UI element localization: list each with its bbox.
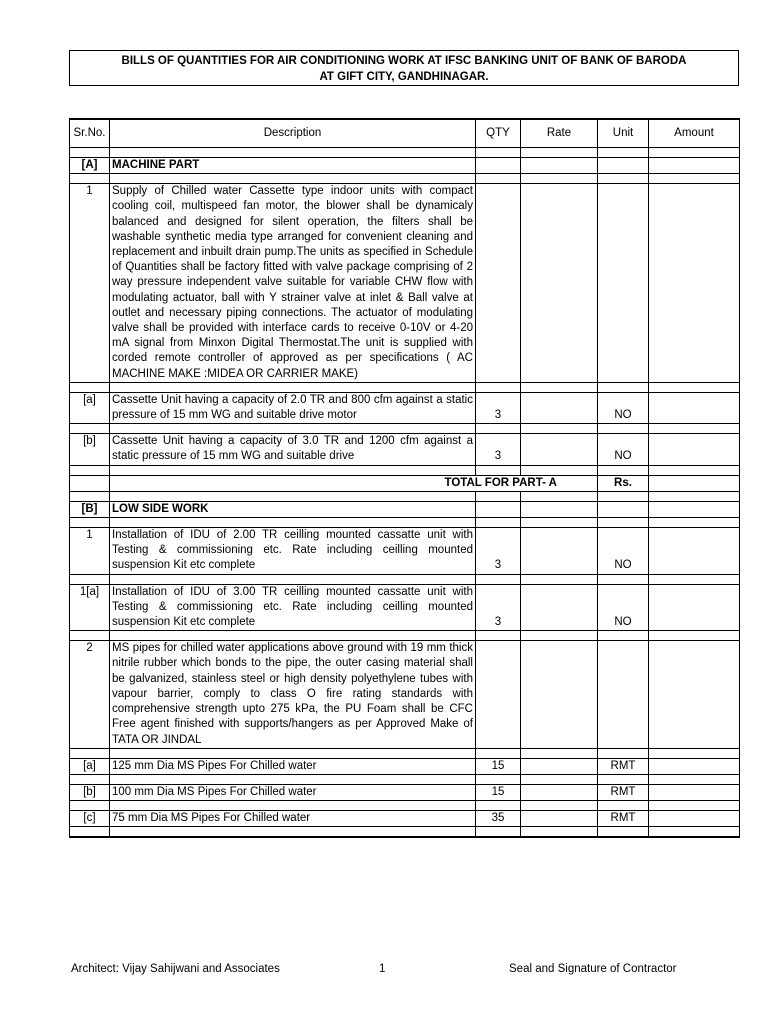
item-unit: RMT	[598, 784, 649, 800]
item-qty: 3	[476, 528, 521, 575]
item-qty: 35	[476, 811, 521, 827]
total-label: TOTAL FOR PART- A	[110, 475, 598, 491]
item-description: Installation of IDU of 3.00 TR ceilling mounted cassatte unit with Testing & commissioning etc. Rate including ceilling mounted suspension Kit etc complete	[110, 584, 476, 631]
title-line-2: AT GIFT CITY, GANDHINAGAR.	[319, 71, 489, 83]
item-sr: [a]	[70, 758, 110, 774]
document-title	[69, 50, 739, 86]
item-sr: 1	[70, 184, 110, 383]
item-sr: [c]	[70, 811, 110, 827]
header-srno: Sr.No.	[70, 119, 110, 148]
item-description: 75 mm Dia MS Pipes For Chilled water	[110, 811, 476, 827]
item-description: 125 mm Dia MS Pipes For Chilled water	[110, 758, 476, 774]
header-description: Description	[110, 119, 476, 148]
item-unit: RMT	[598, 758, 649, 774]
header-rate: Rate	[521, 119, 598, 148]
table-row	[70, 528, 740, 575]
header-unit: Unit	[598, 119, 649, 148]
table-header-row	[70, 119, 740, 148]
item-qty: 15	[476, 758, 521, 774]
bill-of-quantities-table	[69, 118, 740, 838]
total-row-part-a	[70, 475, 740, 491]
item-sr: 1[a]	[70, 584, 110, 631]
item-qty: 15	[476, 784, 521, 800]
item-description: Cassette Unit having a capacity of 3.0 TR and 1200 cfm against a static pressure of 15 mm WG and suitable drive	[110, 434, 476, 465]
item-unit: RMT	[598, 811, 649, 827]
item-description: Cassette Unit having a capacity of 2.0 TR and 800 cfm against a static pressure of 15 mm WG and suitable drive motor	[110, 392, 476, 423]
item-unit: NO	[598, 528, 649, 575]
table-row	[70, 641, 740, 748]
item-description: 100 mm Dia MS Pipes For Chilled water	[110, 784, 476, 800]
footer-architect: Architect: Vijay Sahijwani and Associates	[71, 963, 280, 975]
table-row	[70, 392, 740, 423]
title-line-1: BILLS OF QUANTITIES FOR AIR CONDITIONING WORK AT IFSC BANKING UNIT OF BANK OF BARODA	[121, 55, 687, 67]
table-row	[70, 434, 740, 465]
part-a-title: MACHINE PART	[110, 158, 476, 174]
table-row	[70, 184, 740, 383]
item-unit: NO	[598, 584, 649, 631]
item-qty: 3	[476, 434, 521, 465]
item-sr: [a]	[70, 392, 110, 423]
footer-seal-signature: Seal and Signature of Contractor	[509, 963, 677, 975]
table-row	[70, 811, 740, 827]
header-qty: QTY	[476, 119, 521, 148]
table-row	[70, 584, 740, 631]
section-row-part-a	[70, 158, 740, 174]
item-sr: 2	[70, 641, 110, 748]
part-b-title: LOW SIDE WORK	[110, 501, 476, 517]
item-sr: [b]	[70, 434, 110, 465]
item-qty: 3	[476, 584, 521, 631]
item-sr: 1	[70, 528, 110, 575]
table-row	[70, 784, 740, 800]
footer-page-number: 1	[379, 963, 386, 975]
item-unit: NO	[598, 434, 649, 465]
item-description: Supply of Chilled water Cassette type indoor units with compact cooling coil, multispeed fan motor, the blower shall be dynamicaly balanced and designed for silent operation, the filters shall be washable synthetic media type arranged for convenient cleaning and replacement and inbuilt drain pump.The units as specified in Schedule of Quantities shall be factory fitted with valve package comprising of 2 way pressure independent valve suitable for variable CHW flow with modulating actuator, ball with Y strainer valve at inlet & Ball valve at outlet and necessary piping connections. The actuator of modulating valve shall be provided with interface cards to receive 0-10V or 4-20 mA signal from Minxon Digital Thermostat.The unit is supplied with corded remote controller of approved as per specifications ( AC MACHINE MAKE :MIDEA OR CARRIER MAKE)	[110, 184, 476, 383]
part-b-code: [B]	[70, 501, 110, 517]
part-a-code: [A]	[70, 158, 110, 174]
section-row-part-b	[70, 501, 740, 517]
item-description: Installation of IDU of 2.00 TR ceilling mounted cassatte unit with Testing & commissioning etc. Rate including ceilling mounted suspension Kit etc complete	[110, 528, 476, 575]
item-unit: NO	[598, 392, 649, 423]
total-unit: Rs.	[598, 475, 649, 491]
item-qty: 3	[476, 392, 521, 423]
item-description: MS pipes for chilled water applications above ground with 19 mm thick nitrile rubber which bonds to the pipe, the outer casing material shall be galvanized, stainless steel or high density polyethylene tubes with vapour barrier, comply to class O fire rating standards with comprehensive strength upto 275 kPa, the PU Foam shall be CFC Free agent finished with supports/hangers as per Approved Make of TATA OR JINDAL	[110, 641, 476, 748]
table-row	[70, 758, 740, 774]
header-amount: Amount	[649, 119, 740, 148]
item-sr: [b]	[70, 784, 110, 800]
